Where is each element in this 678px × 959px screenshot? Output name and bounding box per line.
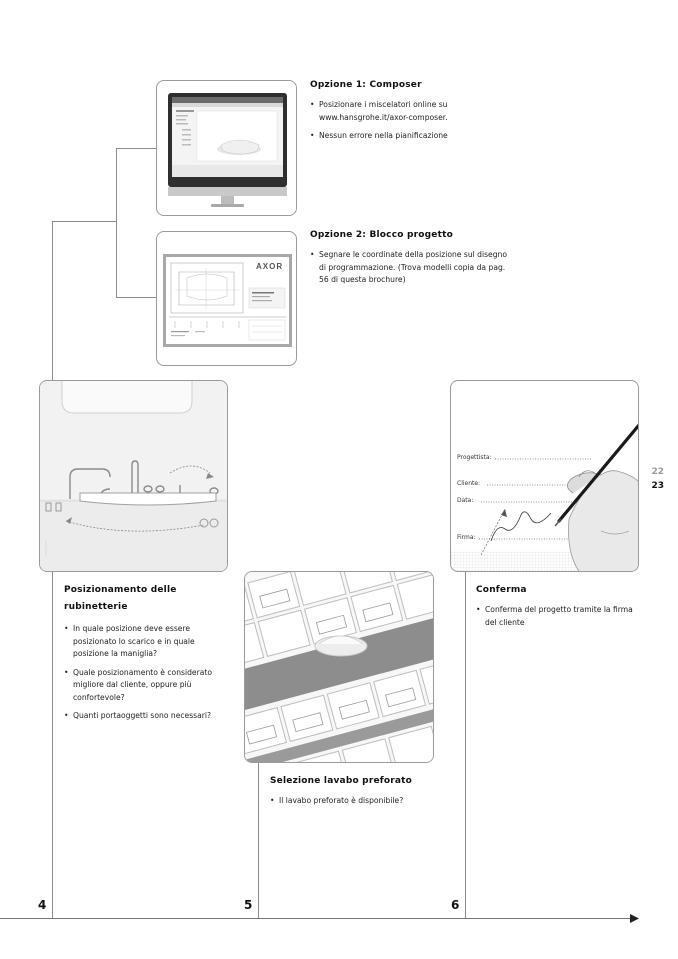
list-item: • Quanti portaoggetti sono necessari?: [64, 710, 230, 723]
list-item: • Posizionare i miscelatori online su www.hansgrohe.it/axor-composer.: [310, 99, 490, 124]
step5-vertical-line: [258, 762, 259, 918]
option2-bullets: [310, 249, 510, 293]
list-item: • Segnare le coordinate della posizione sul disegno di programmazione. (Trova modelli copia da pag. 56 di questa brochure): [310, 249, 510, 287]
form-label-signature: Firma:: [457, 534, 476, 541]
computer-monitor-illustration: [157, 81, 297, 216]
option1-title: Opzione 1: Composer: [310, 80, 422, 90]
page-number-left: 22: [651, 467, 664, 477]
option1-image-card: [156, 80, 297, 216]
step-number-6: 6: [451, 898, 460, 912]
signature-form-illustration: [451, 381, 639, 572]
connector-option-bracket-vertical: [116, 148, 117, 298]
option2-image-card: [156, 231, 297, 366]
connector-to-step4: [52, 221, 116, 222]
step6-title: Conferma: [476, 585, 527, 595]
form-label-date: Data:: [457, 497, 474, 504]
washbasin-catalogue-illustration: [245, 572, 434, 763]
step6-image-card: [450, 380, 639, 572]
step4-title: Posizionamento delle rubinetterie: [64, 585, 177, 612]
step4-image-card: [39, 380, 228, 572]
list-item: • In quale posizione deve essere posizionato lo scarico e in quale posizione la maniglia?: [64, 623, 230, 661]
form-label-client: Cliente:: [457, 480, 481, 487]
step6-vertical-line: [465, 571, 466, 918]
page-number-right: 23: [651, 481, 664, 491]
step5-image-card: [244, 571, 434, 763]
timeline-axis: [0, 918, 632, 919]
list-item: • Quale posizionamento è considerato migliore dal cliente, oppure più confortevole?: [64, 667, 230, 705]
step6-bullets: [476, 604, 636, 635]
step4-bullets: [64, 623, 230, 729]
axor-logo: AXOR: [256, 262, 284, 271]
step5-bullets: [270, 795, 440, 814]
timeline-arrowhead: [630, 914, 640, 923]
option1-bullets: [310, 99, 490, 149]
option2-title: Opzione 2: Blocco progetto: [310, 230, 453, 240]
step5-title: Selezione lavabo preforato: [270, 776, 413, 786]
list-item: • Nessun errore nella pianificazione: [310, 130, 490, 143]
list-item: • Conferma del progetto tramite la firma del cliente: [476, 604, 636, 629]
washbasin-faucets-illustration: [40, 381, 228, 572]
list-item: • Il lavabo preforato è disponibile?: [270, 795, 440, 808]
step-number-5: 5: [244, 898, 253, 912]
form-label-designer: Progettista:: [457, 454, 492, 461]
step-number-4: 4: [38, 898, 47, 912]
planning-sheet-illustration: [157, 232, 297, 366]
